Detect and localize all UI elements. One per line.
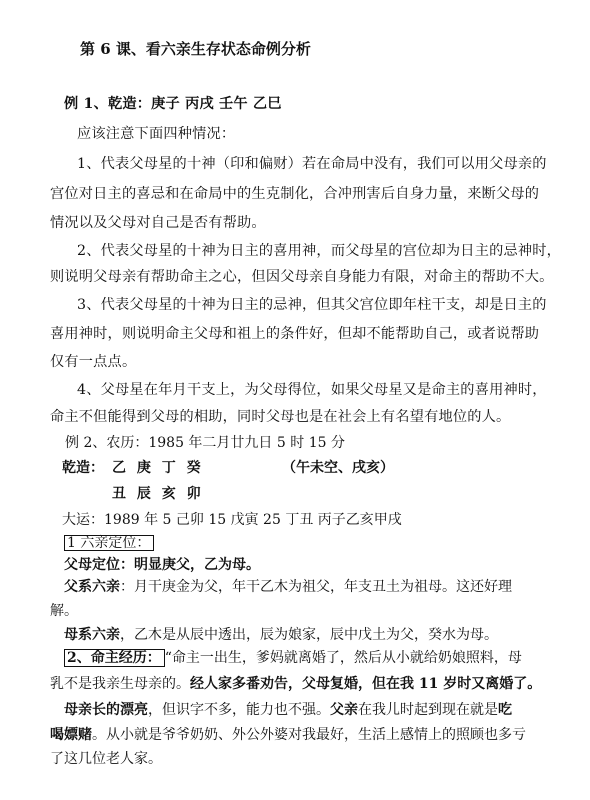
experience-line3 [64,703,512,717]
item4-line2: 命主不但能得到父母的相助，同时父母也是在社会上有名望有地位的人。 [50,409,511,425]
experience-text3d: 在我儿时起到现在就是 [358,702,498,718]
item1-line2: 宫位对日主的喜忌和在命局中的生克制化，合冲刑害后自身力量，来断父母的 [50,186,540,202]
item2-line1: 2、代表父母星的十神为日主的喜用神，而父母星的宫位却为日主的忌神时， [77,243,562,259]
experience-text3e: 吃 [498,702,512,718]
qianzao-label: 乾造： [62,460,104,476]
example1-intro: 应该注意下面四种情况： [77,126,236,142]
maternal-text: ，乙木是从辰中透出，辰为娘家，辰中戊土为父，癸水为母。 [120,627,498,643]
experience-text3a: 母亲长的漂亮 [64,702,148,718]
example1-heading: 例 1、乾造：庚子 丙戌 壬午 乙巳 [64,96,282,112]
experience-text4a: 喝嫖赌 [50,727,92,743]
maternal-label: 母系六亲 [64,627,120,643]
maternal-line [64,628,498,642]
section1-label: 1 六亲定位： [64,535,154,551]
page-title: 第 6 课、看六亲生存状态命例分析 [80,40,311,58]
experience-line1 [64,651,522,665]
qianzao-stems: 乙 庚 丁 癸 [112,460,201,476]
paternal-text: ：月干庚金为父，年干乙木为祖父，年支丑土为祖母。这还好理 [120,579,512,595]
item3-line1: 3、代表父母星的十神为日主的忌神，但其父宫位即年柱干支，却是日主的 [77,297,547,313]
item4-line1: 4、父母星在年月干支上，为父母得位，如果父母星又是命主的喜用神时， [77,382,547,398]
paternal-line1 [64,580,512,594]
experience-text3c: 父亲 [330,702,358,718]
paternal-label: 父系六亲 [64,579,120,595]
item1-line3: 情况以及父母对自己是否有帮助。 [50,215,266,231]
example2-heading: 例 2、农历：1985 年二月廿九日 5 时 15 分 [65,435,345,451]
experience-line5: 了这几位老人家。 [50,751,162,767]
experience-text2a: 乳不是我亲生母亲的。 [50,676,190,692]
parents-position: 父母定位：明显庚父，乙为母。 [64,557,260,573]
item1-line1: 1、代表父母星的十神（印和偏财）若在命局中没有，我们可以用父母亲的 [77,156,547,172]
experience-text3b: ，但识字不多，能力也不强。 [148,702,330,718]
paternal-line2: 解。 [50,603,78,619]
item3-line2: 喜用神时，则说明命主父母和祖上的条件好，但却不能帮助自己，或者说帮助 [50,326,540,342]
item2-line2: 则说明父母亲有帮助命主之心，但因父母亲自身能力有限，对命主的帮助不大。 [50,269,554,285]
item3-line3: 仅有一点点。 [50,354,137,370]
qianzao-branches: 丑 辰 亥 卯 [112,486,201,502]
dayun-line: 大运：1989 年 5 己卯 15 戊寅 25 丁丑 丙子乙亥甲戌 [62,512,402,528]
experience-text2b: 经人家多番劝告，父母复婚，但在我 11 岁时又离婚了。 [190,676,542,692]
experience-text1: “命主一出生，爹妈就离婚了，然后从小就给奶娘照料，母 [164,650,522,666]
section2-label: 2、命主经历： [64,649,165,667]
experience-line4 [50,728,526,742]
kongwang-note: （午未空、戌亥） [282,460,394,476]
experience-text4b: 。从小就是爷爷奶奶、外公外婆对我最好，生活上感情上的照顾也多亏 [92,727,526,743]
experience-line2 [50,677,541,691]
